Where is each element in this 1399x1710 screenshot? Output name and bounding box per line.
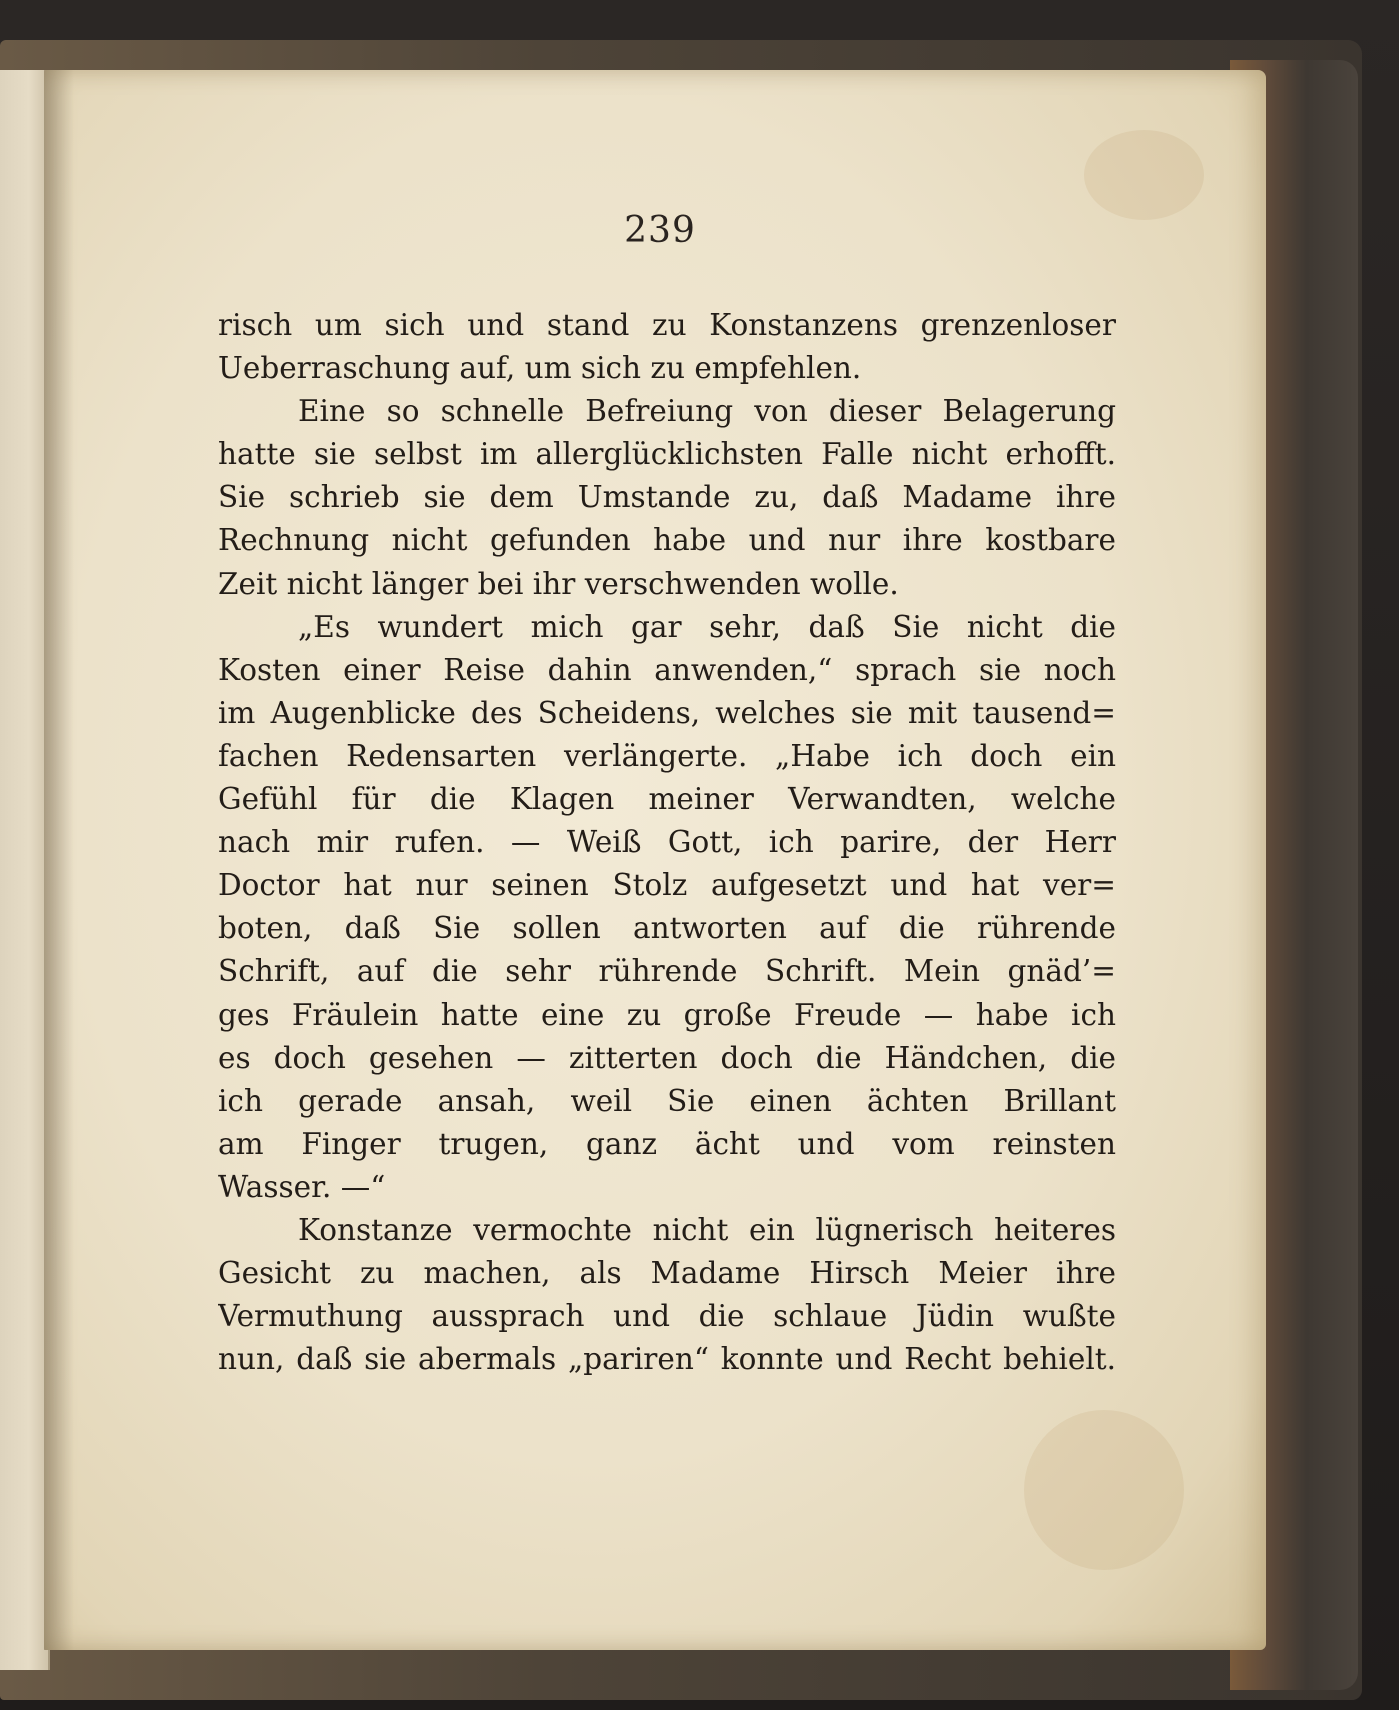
- text-line: „Es wundert mich gar sehr, daß Sie nicht die: [298, 609, 1116, 644]
- text-line: boten, daß Sie sollen antworten auf die rührende: [218, 911, 1116, 946]
- text-line: Schrift, auf die sehr rührende Schrift. Mein gnäd’=: [218, 954, 1116, 989]
- text-line: fachen Redensarten verlängerte. „Habe ich doch ein: [218, 738, 1116, 773]
- text-line: Kosten einer Reise dahin anwenden,“ sprach sie noch: [218, 652, 1116, 687]
- paper-stain: [1024, 1410, 1184, 1570]
- text-line: risch um sich und stand zu Konstanzens grenzenloser: [218, 308, 1116, 342]
- paper-stain: [1084, 130, 1204, 220]
- text-line: am Finger trugen, ganz ächt und vom reinsten: [218, 1126, 1116, 1161]
- text-line: Vermuthung aussprach und die schlaue Jüdin wußte: [218, 1299, 1116, 1334]
- page-text: [218, 304, 1116, 1381]
- text-line: Wasser. —“: [218, 1169, 386, 1204]
- text-line: Doctor hat nur seinen Stolz aufgesetzt und hat ver=: [218, 868, 1116, 903]
- text-line: nun, daß sie abermals „pariren“ konnte und Recht behielt.: [218, 1342, 1116, 1377]
- text-line: Zeit nicht länger bei ihr verschwenden wolle.: [218, 566, 899, 601]
- text-line: im Augenblicke des Scheidens, welches sie mit tausend=: [218, 695, 1116, 730]
- page-number: 239: [624, 210, 696, 251]
- text-line: Gesicht zu machen, als Madame Hirsch Meier ihre: [218, 1256, 1116, 1291]
- text-line: Eine so schnelle Befreiung von dieser Belagerung: [298, 394, 1116, 429]
- text-line: Sie schrieb sie dem Umstande zu, daß Madame ihre: [218, 480, 1116, 515]
- text-line: ich gerade ansah, weil Sie einen ächten Brillant: [218, 1083, 1116, 1118]
- text-line: Konstanze vermochte nicht ein lügnerisch heiteres: [298, 1212, 1116, 1247]
- text-line: nach mir rufen. — Weiß Gott, ich parire, der Herr: [218, 825, 1116, 860]
- text-line: ges Fräulein hatte eine zu große Freude — habe ich: [218, 997, 1116, 1032]
- text-line: Rechnung nicht gefunden habe und nur ihre kostbare: [218, 523, 1116, 558]
- left-page-edge: [0, 70, 50, 1670]
- text-line: hatte sie selbst im allerglücklichsten Falle nicht erhofft.: [218, 437, 1116, 472]
- spine-shadow: [44, 70, 74, 1650]
- text-line: Gefühl für die Klagen meiner Verwandten, welche: [218, 782, 1116, 817]
- text-line: es doch gesehen — zitterten doch die Händchen, die: [218, 1040, 1116, 1075]
- text-line: Ueberraschung auf, um sich zu empfehlen.: [218, 351, 862, 386]
